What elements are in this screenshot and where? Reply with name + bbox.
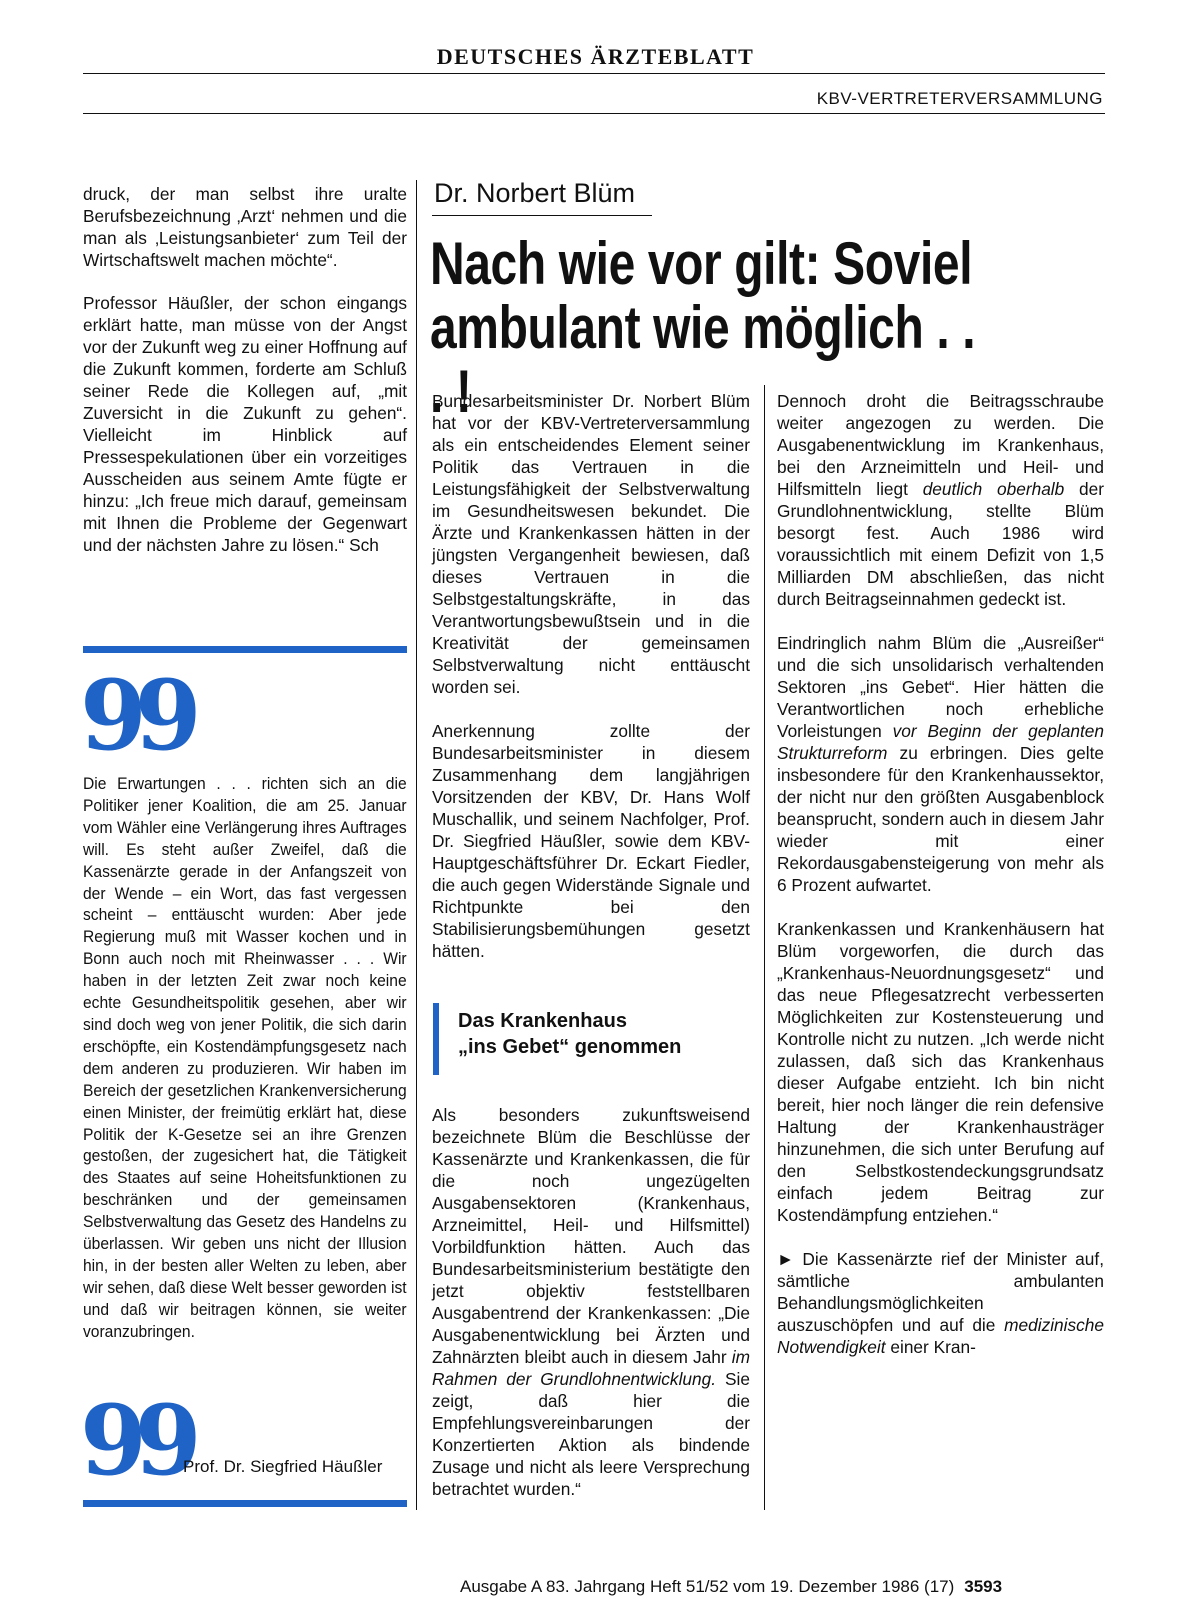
emphasis: im Rahmen der Grundlohnentwicklung.: [432, 1347, 750, 1389]
subhead-line: „ins Gebet“ genommen: [458, 1036, 682, 1058]
quote-bottom-bar: [83, 1500, 407, 1507]
emphasis: vor Beginn der geplanten Strukturreform: [777, 721, 1104, 763]
page-number: 3593: [964, 1577, 1003, 1596]
column-divider: [416, 180, 417, 1510]
masthead-rule: [83, 73, 1105, 74]
mid-paragraph: Anerkennung zollte der Bundesarbeitsminister in diesem Zusammenhang dem langjährigen Vorsitzenden der KBV, Dr. Hans Wolf Muschallik, und seinem Nachfolger, Prof. Dr. Siegfried Häußler, sowie dem KBV-Hauptgeschäftsführer Dr. Eckart Fiedler, die auch gegen Widerstände Signale und Richtpunkte bei den Stabilisierungsbemühungen gesetzt hätten.: [432, 721, 750, 961]
masthead: DEUTSCHES ÄRZTEBLATT: [436, 44, 755, 69]
section-label: KBV-VERTRETERVERSAMMLUNG: [816, 89, 1103, 108]
right-column: [777, 390, 1104, 1380]
close-quote-mark: 99: [80, 1384, 190, 1497]
section-rule: [83, 113, 1105, 114]
mid-paragraph: Bundesarbeitsminister Dr. Norbert Blüm hat vor der KBV-Vertreterversammlung als ein entscheidendes Element seiner Politik das Vertrauen in die Leistungsfähigkeit der Selbstverwaltung im Gesundheitswesen bekundet. Die Ärzte und Krankenkassen hätten in der jüngsten Vergangenheit bewiesen, daß dieses Vertrauen in die Selbstgestaltungskräfte, in das Verantwortungsbewußtsein und in die Kreativität der gemeinsamen Selbstverwaltung nicht enttäuscht worden sei.: [432, 391, 750, 697]
subhead: [458, 1008, 681, 1060]
footer: [460, 1577, 1002, 1597]
quote-author: Prof. Dr. Siegfried Häußler: [183, 1457, 383, 1476]
column-divider: [764, 385, 765, 1510]
middle-column-lower: [432, 1104, 750, 1522]
left-column: [83, 183, 407, 577]
headline-line: Nach wie vor gilt: Soviel: [430, 230, 973, 297]
middle-column: [432, 390, 750, 984]
subhead-line: Das Krankenhaus: [458, 1010, 627, 1032]
article-author: Dr. Norbert Blüm: [434, 178, 636, 208]
left-paragraph: druck, der man selbst ihre uralte Berufsbezeichnung ‚Arzt‘ nehmen und die man als ‚Leistungsanbieter‘ zum Teil der Wirtschaftswelt machen möchte“.: [83, 184, 407, 270]
emphasis: medizinische Notwendigkeit: [777, 1315, 1104, 1357]
right-paragraph: Dennoch droht die Beitragsschraube weiter angezogen zu werden. Die Ausgabenentwicklung im Krankenhaus, bei den Arzneimitteln und Heil- und Hilfsmitteln liegt deutlich oberhalb der Grundlohnentwicklung, stellte Blüm besorgt fest. Auch 1986 wird voraussichtlich mit einem Defizit von 1,5 Milliarden DM abschließen, das nicht durch Beitragseinnahmen gedeckt ist.: [777, 391, 1104, 609]
emphasis: deutlich oberhalb: [922, 479, 1065, 499]
right-paragraph: Eindringlich nahm Blüm die „Ausreißer“ und die sich unsolidarisch verhaltenden Sektoren „ins Gebet“. Hier hätten die Verantwortlichen noch erhebliche Vorleistungen vor Beginn der geplanten Strukturreform zu erbringen. Dies gelte insbesondere für den Krankenhaussektor, der nicht nur den größten Ausgabenblock beansprucht, sondern auch in diesem Jahr wieder mit einer Rekordausgabensteigerung von mehr als 6 Prozent aufwartet.: [777, 633, 1104, 895]
right-paragraph: ► Die Kassenärzte rief der Minister auf, sämtliche ambulanten Behandlungsmöglichkeiten auszuschöpfen und auf die medizinische Notwendigkeit einer Kran-: [777, 1249, 1104, 1357]
author-underline: [432, 215, 652, 216]
subhead-accent-bar: [433, 1003, 439, 1075]
quote-top-bar: [83, 646, 407, 653]
mid-paragraph: Als besonders zukunftsweisend bezeichnete Blüm die Beschlüsse der Kassenärzte und Krankenkassen, die für die noch ungezügelten Ausgabensektoren (Krankenhaus, Arzneimittel, Heil- und Hilfsmittel) Vorbildfunktion hätten. Auch das Bundesarbeitsministerium bestätigte den jetzt objektiv feststellbaren Ausgabentrend der Krankenkassen: „Die Ausgabenentwicklung bei Ärzten und Zahnärzten bleibt auch in diesem Jahr im Rahmen der Grundlohnentwicklung. Sie zeigt, daß hier die Empfehlungsvereinbarungen der Konzertierten Aktion als bindende Zusage und nicht als leere Versprechung betrachtet wurden.“: [432, 1105, 750, 1499]
issue-info: Ausgabe A 83. Jahrgang Heft 51/52 vom 19. Dezember 1986 (17): [460, 1577, 955, 1596]
quote-text: Die Erwartungen . . . richten sich an die Politiker jener Koalition, die am 25. Januar vom Wähler eine Verlängerung ihres Auftrages will. Es steht außer Zweifel, daß die Kassenärzte gerade in der Anfangszeit von der Wende – ein Wort, das fast vergessen scheint – enttäuscht wurden: Aber jede Regierung muß mit Wasser kochen und in Bonn auch noch mit Rheinwasser . . . Wir haben in der letzten Zeit zwar noch keine echte Gesundheitspolitik gesehen, aber wir sind doch weg von jener Politik, die sich darin erschöpfte, ein Kostendämpfungsgesetz nach dem anderen zu produzieren. Wir haben im Bereich der gesetzlichen Krankenversicherung einen Minister, der freimütig erklärt hat, diese Politik der K-Gesetze sei an ihre Grenzen gestoßen, der zugesichert hat, die Tätigkeit des Staates auf seine Hoheitsfunktionen zu beschränken und der gemeinsamen Selbstverwaltung das Gesetz des Handelns zu überlassen. Wir geben uns nicht der Illusion hin, in der besten aller Welten zu leben, aber wir sehen, daß diese Welt besser geworden ist und daß wir beitragen können, sie weiter voranzubringen.: [83, 774, 407, 1341]
open-quote-mark: 99: [80, 659, 190, 772]
headline-line: ambulant wie möglich . . . !: [430, 294, 976, 425]
right-paragraph: Krankenkassen und Krankenhäusern hat Blüm vorgeworfen, die durch das „Krankenhaus-Neuordnungsgesetz“ und das neue Pflegesatzrecht verbesserten Möglichkeiten zur Kostensteuerung und Kontrolle nicht zu nutzen. „Ich werde nicht zulassen, daß sich das Krankenhaus dieser Aufgabe entzieht. Ich bin nicht bereit, hier noch länger die rein defensive Haltung der Krankenhausträger hinzunehmen, die sich unter Berufung auf den Selbstkostendeckungsgrundsatz einfach jedem Beitrag zur Kostendämpfung entziehen.“: [777, 919, 1104, 1225]
left-paragraph: Professor Häußler, der schon eingangs erklärt hatte, man müsse von der Angst vor der Zukunft weg zu einer Hoffnung auf die Zukunft kommen, forderte am Schluß seiner Rede die Kollegen auf, „mit Zuversicht in die Zukunft zu gehen“. Vielleicht im Hinblick auf Pressespekulationen über ein vorzeitiges Ausscheiden aus seinem Amte fügte er hinzu: „Ich freue mich darauf, gemeinsam mit Ihnen die Probleme der Gegenwart und der nächsten Jahre zu lösen.“ Sch: [83, 293, 407, 555]
